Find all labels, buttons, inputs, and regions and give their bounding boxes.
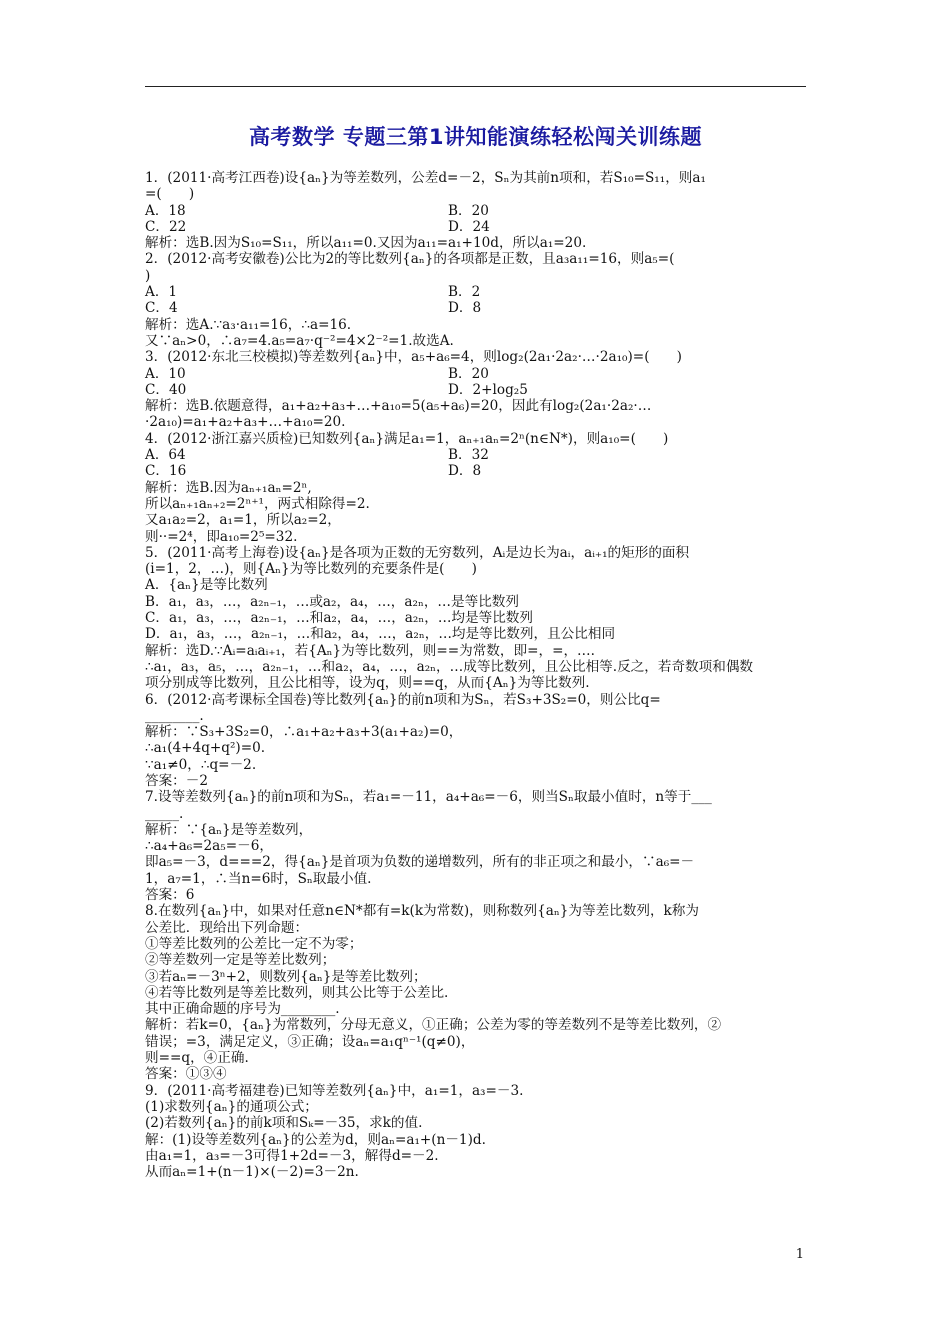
choice-option: C．16 [145,463,187,480]
choice-option: A．1 [145,284,178,301]
text-line: (2)若数列{aₙ}的前k项和Sₖ=－35，求k的值. [145,1115,423,1132]
option-row [145,366,808,382]
text-line: 即a₅=－3，d===2，得{aₙ}是首项为负数的递增数列，所有的非正项之和最小，∵a₆=－ [145,854,695,871]
text-line: =( ) [145,186,195,203]
choice-option: D．8 [448,300,482,317]
text-line: 公差比．现给出下列命题： [145,919,309,936]
text-line: ④若等比数列是等差比数列，则其公比等于公差比. [145,984,449,1001]
text-line: (i=1，2，…)，则{Aₙ}为等比数列的充要条件是( ) [145,561,477,578]
choice-option: B．20 [448,202,489,219]
choice-option: C．22 [145,218,187,235]
page-title: 高考数学 专题三第1讲知能演练轻松闯关训练题 [249,125,702,149]
text-line: 解析：∵S₃+3S₂=0，∴a₁+a₂+a₃+3(a₁+a₂)=0， [145,724,463,741]
text-line: 从而aₙ=1+(n－1)×(－2)=3－2n. [145,1164,359,1181]
text-line: _____. [145,805,184,822]
choice-option: D．2+log₂5 [448,381,528,398]
option-row [145,382,808,398]
text-line: 1．(2011·高考江西卷)设{aₙ}为等差数列，公差d=－2，Sₙ为其前n项和，若S₁₀=S₁₁，则a₁ [145,170,706,186]
text-line: 答案：－2 [145,772,209,789]
text-line: 3．(2012·东北三校模拟)等差数列{aₙ}中，a₅+a₆=4，则log₂(2a₁·2a₂·…·2a₁₀)=( ) [145,349,682,366]
text-line: 解析：∵{aₙ}是等差数列， [145,821,313,838]
text-line: 解析：选A.∵a₃·a₁₁=16，∴a=16. [145,316,352,333]
choice-option: B．32 [448,447,489,464]
choice-option: A．10 [145,365,186,382]
choice-option: A．64 [145,447,186,464]
text-line: 6．(2012·高考课标全国卷)等比数列{aₙ}的前n项和为Sₙ，若S₃+3S₂=0，则公比q= [145,691,661,708]
text-line: ) [145,267,151,284]
text-line: 又∵aₙ>0，∴a₇=4.a₅=a₇·q⁻²=4×2⁻²=1.故选A. [145,332,454,349]
document-body [145,170,808,1180]
text-line: ________. [145,707,204,724]
text-line: ∴a₄+a₆=2a₅=－6， [145,838,273,855]
text-line: 8.在数列{aₙ}中，如果对任意n∈N*都有=k(k为常数)，则称数列{aₙ}为等差比数列，k称为 [145,903,699,920]
text-line: 解析：选D.∵Aᵢ=aᵢaᵢ₊₁，若{Aₙ}为等比数列，则==为常数，即=，=，…. [145,642,595,659]
choice-option: A．18 [145,202,186,219]
text-line: 其中正确命题的序号为________. [145,1001,340,1018]
text-line: 7.设等差数列{aₙ}的前n项和为Sₙ，若a₁=－11，a₄+a₆=－6，则当Sₙ取最小值时，n等于___ [145,789,712,806]
text-line: ·2a₁₀)=a₁+a₂+a₃+…+a₁₀=20. [145,414,346,431]
text-line: 解析：选B.因为S₁₀=S₁₁，所以a₁₁=0.又因为a₁₁=a₁+10d，所以a₁=20. [145,235,587,252]
choice-option: C．4 [145,300,178,317]
text-line: 2．(2012·高考安徽卷)公比为2的等比数列{aₙ}的各项都是正数，且a₃a₁₁=16，则a₅=( [145,251,675,268]
choice-option: D．24 [448,218,490,235]
text-line: 错误；=3，满足定义，③正确；设aₙ=a₁qⁿ⁻¹(q≠0)， [145,1033,475,1050]
text-line: 答案：6 [145,887,195,904]
text-line: 9．(2011·高考福建卷)已知等差数列{aₙ}中，a₁=1，a₃=－3. [145,1082,524,1099]
header-rule [145,86,806,87]
option-row [145,219,808,235]
text-line: A．{aₙ}是等比数列 [145,577,268,594]
choice-option: C．40 [145,381,187,398]
text-line: 4．(2012·浙江嘉兴质检)已知数列{aₙ}满足a₁=1，aₙ₊₁aₙ=2ⁿ(n∈N*)，则a₁₀=( ) [145,430,669,447]
text-line: 所以aₙ₊₁aₙ₊₂=2ⁿ⁺¹，两式相除得=2. [145,495,370,512]
text-line: 则==q，④正确. [145,1050,249,1067]
text-line: D．a₁，a₃，…，a₂ₙ₋₁，…和a₂，a₄，…，a₂ₙ，…均是等比数列，且公比相同 [145,626,616,643]
option-row [145,203,808,219]
option-row [145,447,808,463]
choice-option: B．2 [448,284,481,301]
option-row [145,463,808,479]
text-line: 解析：若k=0，{aₙ}为常数列，分母无意义，①正确；公差为零的等差数列不是等差比数列，② [145,1017,722,1034]
text-line: ③若aₙ=－3ⁿ+2，则数列{aₙ}是等差比数列； [145,968,427,985]
page-number: 1 [795,1247,804,1262]
option-row [145,284,808,300]
text-line: ∴a₁(4+4q+q²)=0. [145,740,266,757]
choice-option: B．20 [448,365,489,382]
text-line: 解析：选B.因为aₙ₊₁aₙ=2ⁿ, [145,479,312,496]
text-line: ②等差数列一定是等差比数列； [145,952,336,969]
choice-option: D．8 [448,463,482,480]
text-line: B．a₁，a₃，…，a₂ₙ₋₁，…或a₂，a₄，…，a₂ₙ，…是等比数列 [145,593,519,610]
text-line: ∵a₁≠0，∴q=－2. [145,756,257,773]
text-line: ①等差比数列的公差比一定不为零； [145,935,363,952]
text-line: 解析：选B.依题意得，a₁+a₂+a₃+…+a₁₀=5(a₅+a₆)=20，因此有log₂(2a₁·2a₂·… [145,398,652,415]
text-line: 由a₁=1，a₃=－3可得1+2d=－3，解得d=－2. [145,1147,439,1164]
text-line: 则··=2⁴，即a₁₀=2⁵=32. [145,528,298,545]
option-row [145,300,808,316]
text-line: 又a₁a₂=2，a₁=1，所以a₂=2， [145,512,341,529]
text-line: C．a₁，a₃，…，a₂ₙ₋₁，…和a₂，a₄，…，a₂ₙ，…均是等比数列 [145,610,533,627]
text-line: 项分别成等比数列，且公比相等，设为q，则==q，从而{Aₙ}为等比数列. [145,675,590,692]
text-line: 答案：①③④ [145,1066,227,1083]
text-line: 解：(1)设等差数列{aₙ}的公差为d，则aₙ=a₁+(n－1)d. [145,1131,486,1148]
text-line: 5．(2011·高考上海卷)设{aₙ}是各项为正数的无穷数列，Aᵢ是边长为aᵢ，aᵢ₊₁的矩形的面积 [145,544,690,561]
text-line: (1)求数列{aₙ}的通项公式； [145,1098,318,1115]
text-line: ∴a₁，a₃，a₅，…，a₂ₙ₋₁，…和a₂，a₄，…，a₂ₙ，…成等比数列，且公比相等.反之，若奇数项和偶数 [145,658,754,675]
text-line: 1，a₇=1，∴当n=6时，Sₙ取最小值. [145,870,372,887]
